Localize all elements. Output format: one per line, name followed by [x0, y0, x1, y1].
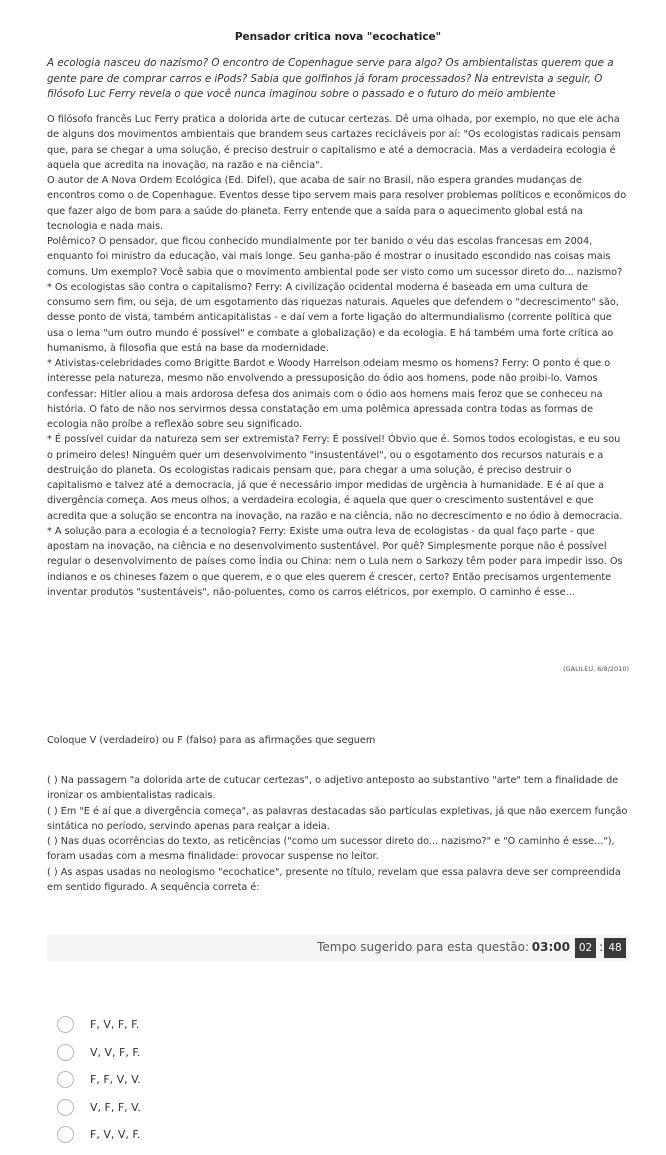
radio-button[interactable] — [57, 1126, 74, 1143]
option-label[interactable]: V, F, F, V. — [90, 1100, 141, 1114]
statement: ( ) Em "E é aí que a divergência começa", as palavras destacadas são partículas expletivas, já que não exercem função sintática no período, servindo apenas para realçar a ideia. — [47, 805, 628, 832]
radio-button[interactable] — [57, 1071, 74, 1088]
statement: ( ) As aspas usadas no neologismo "ecochatice", presente no título, revelam que essa palavra deve ser compreendida em sentido figurado. A sequência correta é: — [47, 866, 621, 894]
timer-minutes: 02 — [575, 938, 596, 958]
statement: ( ) Nas duas ocorrências do texto, as reticências ("como um sucessor direto do... nazismo?" e "O caminho é esse..."), foram usadas com a mesma finalidade: provocar suspense no leitor. — [47, 836, 615, 863]
option-label[interactable]: F, V, V, F. — [90, 1128, 141, 1141]
question-statements — [47, 773, 629, 895]
radio-button[interactable] — [57, 1099, 74, 1116]
article-body — [47, 112, 629, 600]
article-source: (GALILEU, 6/8/2010) — [563, 665, 629, 673]
timer-separator: : — [598, 940, 603, 954]
article-paragraph: * A solução para a ecologia é a tecnologia? Ferry: Existe uma outra leva de ecologistas - da qual faço parte - que apostam na inovação, na ciência e no desenvolvimento sustentável. Por quê? Simplesmente porque não é possível regular o desenvolvimento de países como Índia ou China: nem o Lula nem o Sarkozy têm poder para impedir isso. Os indianos e os chineses fazem o que querem, e o que eles querem é crescer, certo? Então precisamos urgentemente inventar produtos "sustentáveis", não-poluentes, como os carros elétricos, por exemplo. O caminho é esse... — [47, 525, 623, 598]
article-paragraph: * Os ecologistas são contra o capitalismo? Ferry: A civilização ocidental moderna é baseada em uma cultura de consumo sem fim, ou seja, de um esgotamento das riquezas naturais. Aqueles que defendem o "decrescimento" são, desse ponto de vista, também anticapitalistas - e daí vem a forte ligação do altermundialismo (corrente política que usa o lema "um outro mundo é possível" e combate a globalização) e da ecologia. E há também uma forte crítica ao humanismo, à filosofia que está na base da modernidade. — [47, 281, 619, 354]
timer-bar — [47, 935, 629, 961]
option-label[interactable]: F, F, V, V. — [90, 1073, 141, 1086]
statement: ( ) Na passagem "a dolorida arte de cutucar certezas", o adjetivo anteposto ao substantivo "arte" tem a finalidade de ironizar os ambientalistas radicais. — [47, 775, 619, 802]
option-label[interactable]: V, V, F, F. — [90, 1045, 141, 1059]
article-title: Pensador critica nova "ecochatice" — [234, 31, 442, 43]
radio-button[interactable] — [57, 1044, 74, 1061]
article-paragraph: * É possível cuidar da natureza sem ser extremista? Ferry: É possível! Óbvio que é. Somos todos ecologistas, e eu sou o primeiro deles! Ninguém quer um desenvolvimento "insustentável", ou o esgotamento dos recursos naturais e a destruição do planeta. Os ecologistas radicais pensam que, para chegar a uma solução, é preciso destruir o capitalismo e talvez até a democracia, já que é necessário impor medidas de urgência à humanidade. E é aí que a divergência começa. Aos meus olhos, a verdadeira ecologia, é aquela que quer o crescimento sustentável e que acredita que a solução se encontra na inovação, na razão e na ciência, não no decrescimento e no ódio à democracia. — [47, 434, 623, 522]
option-label[interactable]: F, V, F, F. — [90, 1018, 140, 1031]
timer-seconds: 48 — [604, 938, 626, 958]
article-paragraph: * Ativistas-celebridades como Brigitte Bardot e Woody Harrelson odeiam mesmo os homens? Ferry: O ponto é que o interesse pela natureza, mesmo não envolvendo a pressuposição do ódio aos homens, pode não proibi-lo. Vamos confessar: Hitler aliou a mais ardorosa defesa dos animais com o ódio aos homens mais feroz que se conheceu na história. O fato de não nos servirmos dessa constatação em uma polêmica apressada contra todas as formas de ecologia não proíbe a reflexão sobre seu significado. — [47, 358, 611, 430]
article-paragraph: O filósofo francês Luc Ferry pratica a dolorida arte de cutucar certezas. Dê uma olhada, por exemplo, no que ele acha de alguns dos movimentos ambientais que brandem seus cartazes recicláveis por aí: "Os ecologistas radicais pensam que, para se chegar a uma solução, é preciso destruir o capitalismo e até a democracia. Mas a verdadeira ecologia é aquela que acredita na inovação, na razão e na ciência". — [47, 114, 621, 171]
article-paragraph: O autor de A Nova Ordem Ecológica (Ed. Difel), que acaba de sair no Brasil, não espera grandes mudanças de encontros como o de Copenhague. Eventos desse tipo servem mais para resolver problemas políticos e econômicos do que fazer algo de bom para a saúde do planeta. Ferry entende que a saída para o aquecimento global está na tecnologia e nada mais. — [47, 175, 627, 232]
timer-suggested: 03:00 — [531, 940, 570, 954]
article-lede: A ecologia nasceu do nazismo? O encontro de Copenhague serve para algo? Os ambientalistas querem que a gente pare de comprar carros e iPods? Sabia que golfinhos já foram processados? Na entrevista a seguir, O filósofo Luc Ferry revela o que você nunca imaginou sobre o passado e o futuro do meio ambiente — [47, 57, 614, 100]
timer-label: Tempo sugerido para esta questão: — [317, 940, 529, 954]
question-prompt: Coloque V (verdadeiro) ou F (falso) para as afirmações que seguem — [47, 735, 376, 746]
article-paragraph: Polêmico? O pensador, que ficou conhecido mundialmente por ter banido o véu das escolas francesas em 2004, enquanto foi ministro da educação, vai mais longe. Seu ganha-pão é mostrar o inusitado escondido nas coisas mais comuns. Um exemplo? Você sabia que o movimento ambiental pode ser visto como um sucessor direto do... nazismo? — [47, 236, 623, 278]
radio-button[interactable] — [57, 1016, 74, 1033]
